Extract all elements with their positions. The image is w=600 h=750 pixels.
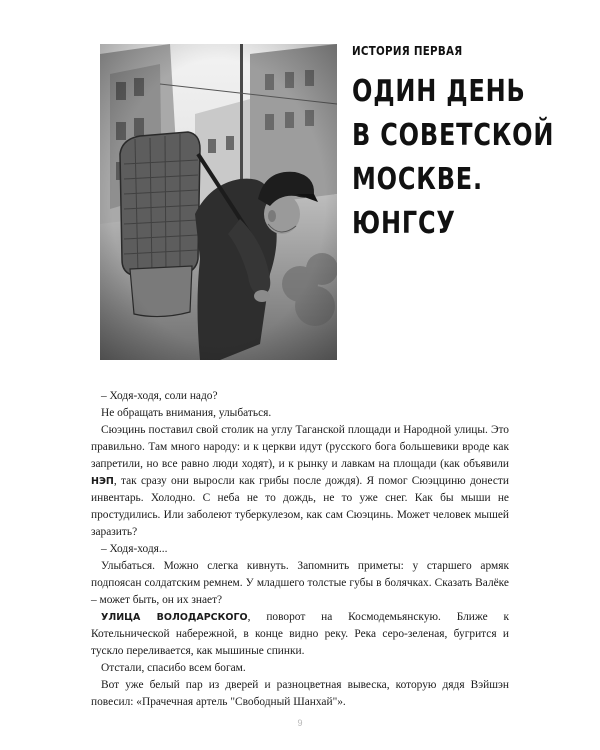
paragraph: Улыбаться. Можно слегка кивнуть. Запомнить приметы: у старшего армяк подпоясан солдатским ремнем. У младшего толстые губы в болячках. Сказать Валёке – может быть, он их знает?: [91, 560, 509, 606]
chapter-title-line: МОСКВЕ.: [352, 162, 483, 197]
chapter-kicker: ИСТОРИЯ ПЕРВАЯ: [352, 44, 463, 58]
body-text: [91, 388, 509, 711]
glossary-term-nep: НЭП: [91, 476, 114, 487]
paragraph: Не обращать внимания, улыбаться.: [101, 407, 272, 419]
paragraph: [91, 609, 509, 660]
boy-with-basket-illustration: [100, 44, 337, 360]
paragraph: Вот уже белый пар из дверей и разноцветная вывеска, которую дядя Вэйшэн повесил: «Прачечная артель "Свободный Шанхай"».: [91, 679, 509, 708]
paragraph: – Ходя-ходя, соли надо?: [101, 390, 218, 402]
paragraph-text: , поворот на Космодемьянскую. Ближе к Котельнической набережной, в конце видно реку. Река серо-зеленая, бугрится и тускло переливается, как мышиные спинки.: [91, 611, 510, 657]
paragraph-text: Сюэцинь поставил свой столик на углу Таганской площади и Народной улицы. Это правильно. Там много народу: и к церкви идут (русского бога большевики вроде как запретили, но все равно люди ходят), и к рынку и лавкам на площади (как объявили: [91, 424, 509, 470]
paragraph: – Ходя-ходя...: [101, 543, 168, 555]
chapter-title-line: ЮНГСУ: [352, 206, 456, 241]
paragraph: Отстали, спасибо всем богам.: [101, 662, 246, 674]
paragraph: [91, 422, 509, 541]
chapter-title-line: В СОВЕТСКОЙ: [352, 118, 555, 153]
chapter-title-line: ОДИН ДЕНЬ: [352, 74, 526, 109]
page-number: 9: [297, 718, 303, 728]
chapter-heading: [352, 44, 572, 246]
paragraph-text: , так сразу они выросли как грибы после дождя). Я помог Сюэцциню донести инвентарь. Холодно. С неба не то дождь, не то уже снег. Как бы мыши не простудились. Или заболеют туберкулезом, как сам Сюэцинь. Может человек мышей заразить?: [91, 475, 509, 538]
chapter-title: [352, 70, 555, 246]
glossary-term-street: УЛИЦА ВОЛОДАРСКОГО: [101, 612, 248, 623]
